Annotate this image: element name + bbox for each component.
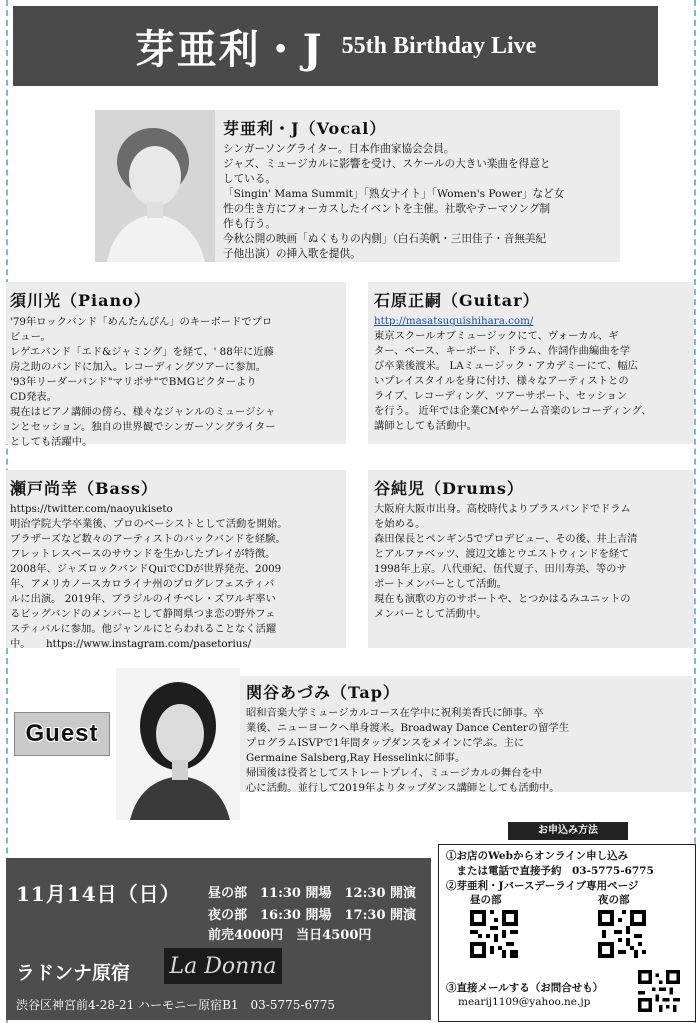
contact-email[interactable]: mearij1109@yahoo.ne.jp [458, 996, 591, 1008]
bass-instagram-link[interactable]: https://www.instagram.com/pasetorius/ [46, 638, 252, 650]
bio-line: 業後、ニューヨークへ単身渡米。Broadway Dance Centerの留学生 [246, 722, 570, 734]
bio-line: ポートメンバーとして活動。 [374, 578, 508, 590]
bio-line: 現在も演歌の方のサポートや、とつかはるみユニットの [374, 593, 631, 605]
drums-profile [368, 470, 694, 648]
piano-bio [10, 315, 276, 450]
guitar-profile [368, 282, 694, 444]
ticket-price: 前売4000円 当日4500円 [208, 928, 372, 943]
bio-line: スティバルに参加。他ジャンルにとらわれることなく活躍 [10, 623, 277, 635]
bio-line: 大阪府大阪市出身。高校時代よりブラスバンドでドラム [374, 503, 631, 515]
application-header: お申込み方法 [508, 822, 628, 840]
bio-line: 性の生き方にフォーカスしたイベントを主催。社歌やテーマソング制 [223, 203, 551, 215]
guitar-website-link[interactable]: http://masatsuguishihara.com/ [374, 315, 534, 327]
bio-line: ター、ベース、キーボード、ドラム、作詞作曲編曲を学 [374, 345, 631, 357]
title-banner [13, 6, 658, 86]
bio-line: シンガーソングライター。日本作曲家協会会員。 [223, 143, 455, 155]
bio-line: 2008年、ジャズロックバンドQuiでCDが世界発売、2009 [10, 563, 282, 575]
bio-line: ビュー。 [10, 331, 51, 343]
bio-line: 現在はピアノ講師の傍ら、様々なジャンルのミュージシャ [10, 406, 276, 418]
apply-step-1-phone[interactable]: または電話で直接予約 03-5775-6775 [446, 865, 654, 877]
venue-name: ラドンナ原宿 [16, 962, 131, 984]
guest-badge: Guest [14, 712, 110, 756]
bio-line: 子他出演）の挿入歌を提供。 [223, 248, 361, 260]
bio-line: としても活躍中。 [10, 436, 93, 448]
bio-line: 今秋公開の映画「ぬくもりの内側」（白石美帆・三田佳子・音無美紀 [223, 233, 547, 245]
night-schedule: 夜の部 16:30 開場 17:30 開演 [208, 908, 417, 923]
bass-twitter-link[interactable]: https://twitter.com/naoyukiseto [10, 503, 173, 515]
bio-line: 房之助のバンドに加入。レコーディングツアーに参加。 [10, 361, 267, 373]
venue-logo: La Donna [164, 948, 282, 984]
bio-line: 講師としても活動中。 [374, 420, 477, 432]
bio-line: 東京スクールオブミュージックにて、ヴォーカル、ギ [374, 330, 619, 342]
bio-line: 森田保長とペンギン5でプロデビュー、その後、井上吉清 [374, 533, 638, 545]
bio-line: '79年ロックバンド「めんたんぴん」のキーボードでプロ [10, 316, 273, 328]
bio-line: 心に活動。並行して2019年よりタップダンス講師としても活動中。 [246, 782, 560, 794]
day-qr-code[interactable] [470, 910, 518, 958]
bio-line: るビッグバンドのメンバーとして静岡県つま恋の野外フェ [10, 608, 276, 620]
application-info [438, 822, 696, 1022]
bio-line: プログラムISVPで1年間タップダンスをメインに学ぶ。主に [246, 737, 525, 749]
guest-profile [240, 676, 692, 792]
bio-line: メンバーとして活動中。 [374, 608, 487, 620]
vocal-name: 芽亜利・J（Vocal） [223, 119, 387, 138]
bio-line: 帰国後は役者としてストレートプレイ、ミュージカルの舞台を中 [246, 767, 543, 779]
drums-bio [374, 502, 637, 622]
bio-line: 1998年上京。八代亜紀、伍代夏子、田川寿美、等のサ [374, 563, 627, 575]
vocal-profile [95, 110, 620, 262]
guitar-bio [374, 314, 652, 434]
bio-line: ジャズ、ミュージカルに影響を受け、スケールの大きい楽曲を得意と [223, 158, 551, 170]
bio-line: 昭和音楽大学ミュージカルコース在学中に祝利美香氏に師事。卒 [246, 707, 544, 719]
bio-line: 年、アメリカノースカロライナ州のプログレフェスティバ [10, 578, 275, 590]
venue-address: 渋谷区神宮前4-28-21 ハーモニー原宿B1 03-5775-6775 [16, 998, 336, 1012]
night-qr-label: 夜の部 [598, 894, 630, 906]
bio-line [10, 637, 288, 652]
bio-line: いプレイスタイルを身に付け、様々なアーティストとの [374, 375, 629, 387]
bio-line: 作も行う。 [223, 218, 276, 230]
artist-name: 芽亜利・J [134, 25, 324, 73]
bio-line: レゲエバンド「エド&ジャミング」を経て、' 88年に近藤 [10, 346, 274, 358]
bio-line: ブラザーズなど数々のアーティストのバックバンドを経験。 [10, 533, 286, 545]
event-title: 55th Birthday Live [341, 32, 537, 59]
vocal-bio [223, 142, 564, 262]
bio-line: CD発表。 [10, 391, 58, 403]
bio-line: している。 [223, 173, 276, 185]
bass-profile [6, 470, 346, 648]
bio-line: ルに出演。 2019年、ブラジルのイチベレ・ズワルギ率い [10, 593, 276, 605]
guest-name: 関谷あづみ（Tap） [246, 683, 400, 702]
event-info [6, 858, 431, 1020]
bass-bio [10, 502, 288, 652]
bio-line: を行う。 近年では企業CMやゲーム音楽のレコーディング、 [374, 405, 652, 417]
bio-line: び卒業後渡米。 LAミュージック・アカデミーにて、幅広 [374, 360, 638, 372]
bio-line: を始める。 [374, 518, 426, 530]
piano-profile [6, 282, 346, 448]
bio-text: 中。 [10, 638, 26, 650]
guitar-name: 石原正嗣（Guitar） [374, 291, 540, 310]
email-qr-code[interactable] [638, 970, 680, 1012]
bio-line: 「Singin' Mama Summit」「熟女ナイト」「Women's Power」など女 [223, 188, 565, 200]
bio-line: 明治学院大学卒業後、プロのベーシストとして活動を開始。 [10, 518, 288, 530]
apply-step-3: ③直接メールする（お問合せも） [446, 982, 604, 994]
bass-name: 瀬戸尚幸（Bass） [10, 479, 158, 498]
bio-line: ンとセッション。独自の世界観でシンガーソングライター [10, 421, 276, 433]
guest-photo [116, 668, 240, 820]
bio-line: とアルファベッツ、渡辺文雄とウエストウィンドを経て [374, 548, 630, 560]
vocal-photo [95, 110, 215, 262]
bio-line: ライブ、レコーディング、ツアーサポート、セッション [374, 390, 628, 402]
day-schedule: 昼の部 11:30 開場 12:30 開演 [208, 886, 417, 901]
bio-line: '93年リーダーバンド"マリポサ"でBMGビクターより [10, 376, 257, 388]
drums-name: 谷純児（Drums） [374, 479, 524, 498]
apply-step-2: ②芽亜利・Jバースデーライブ専用ページ [446, 880, 639, 892]
apply-step-1: ①お店のWebからオンライン申し込み [446, 850, 629, 862]
bio-line: フレットレスベースのサウンドを生かしたプレイが特徴。 [10, 548, 276, 560]
bio-line: Germaine Salsberg,Ray Hesselinkに師事。 [246, 752, 466, 764]
night-qr-code[interactable] [598, 910, 646, 958]
guest-bio [246, 706, 569, 796]
day-qr-label: 昼の部 [470, 894, 502, 906]
event-date: 11月14日（日） [16, 882, 181, 906]
piano-name: 須川光（Piano） [10, 291, 151, 310]
